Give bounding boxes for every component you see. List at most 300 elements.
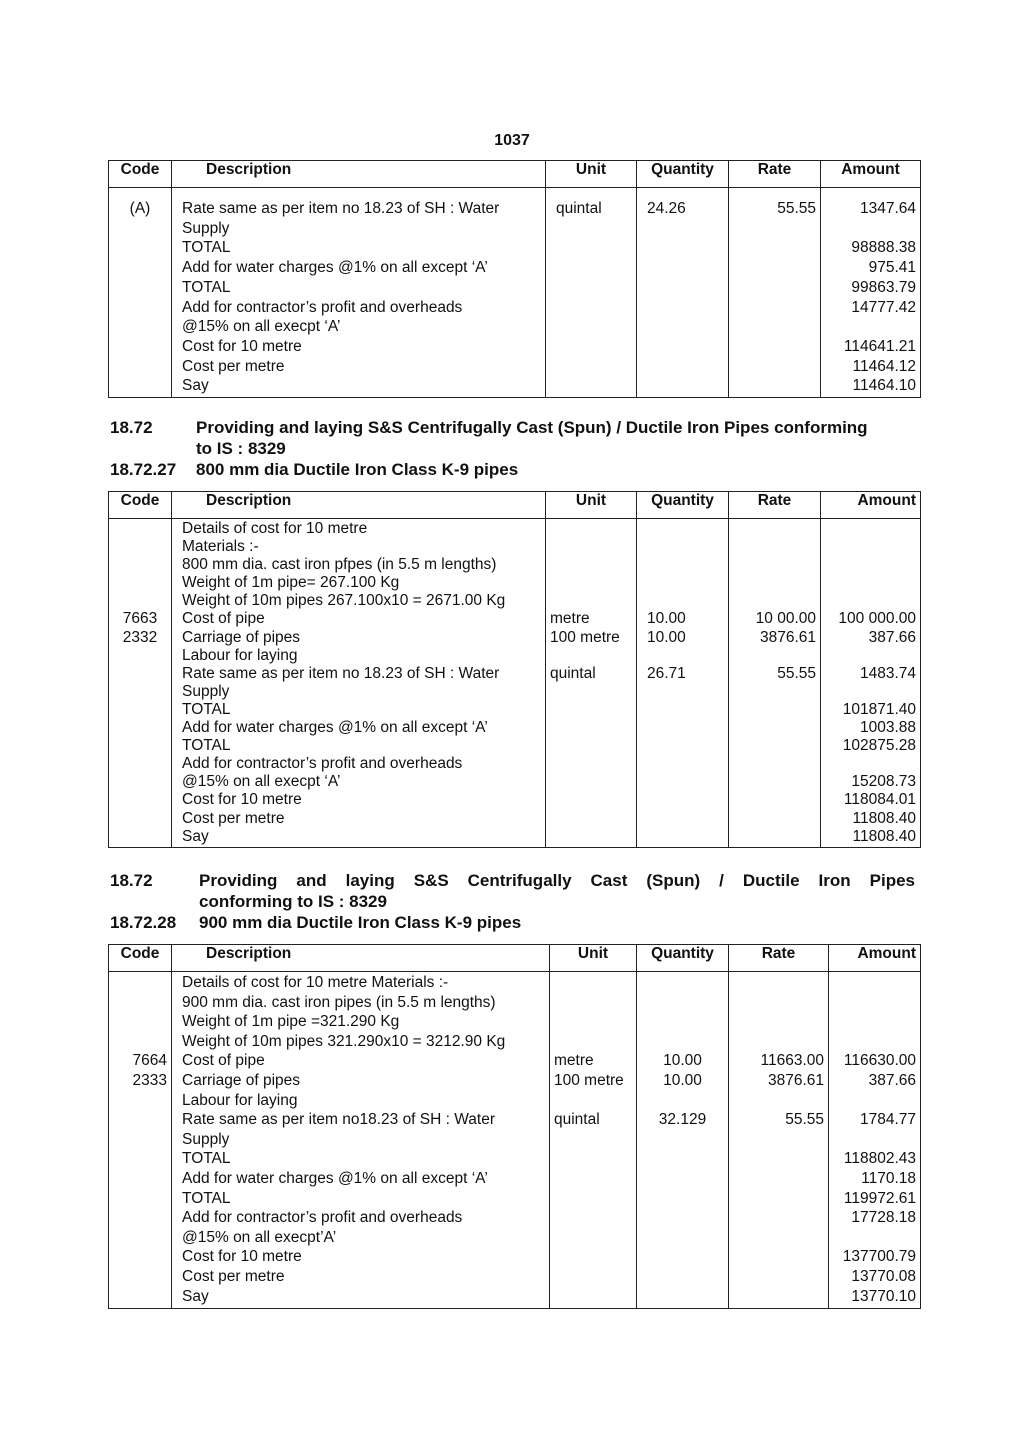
description-cell: TOTAL [172,278,546,298]
quantity-cell [637,592,729,610]
quantity-cell [637,298,729,318]
header-unit: Unit [546,161,637,188]
rate-table-2 [108,491,921,848]
header-quantity: Quantity [637,161,729,188]
rate-cell [729,278,821,298]
table-header-row [109,161,921,188]
amount-cell: 101871.40 [821,701,921,719]
description-cell: Supply [172,1130,550,1150]
code-cell [109,556,172,574]
description-cell: @15% on all execpt ‘A’ [172,773,546,791]
amount-cell: 116630.00 [829,1051,921,1071]
amount-cell: 1170.18 [829,1169,921,1189]
sub-item-title: 800 mm dia Ductile Iron Class K-9 pipes [196,460,519,479]
description-cell: Add for contractor’s profit and overheads [172,755,546,773]
rate-cell [729,683,821,701]
header-amount: Amount [821,492,921,519]
quantity-cell [637,972,729,993]
item-number: 18.72 [110,418,153,437]
table-row [109,337,921,357]
header-quantity: Quantity [637,945,729,972]
unit-cell: 100 metre [546,629,637,647]
table-row [109,1287,921,1309]
amount-cell: 1784.77 [829,1110,921,1130]
amount-cell [829,972,921,993]
code-cell [109,1208,172,1228]
amount-cell: 15208.73 [821,773,921,791]
table-row [109,317,921,337]
code-cell [109,1130,172,1150]
description-cell: Cost for 10 metre [172,1247,550,1267]
code-cell [109,1149,172,1169]
amount-cell [829,1012,921,1032]
unit-cell [546,791,637,809]
rate-cell [729,1287,829,1309]
description-cell: TOTAL [172,737,546,755]
description-cell: Supply [172,683,546,701]
amount-cell: 17728.18 [829,1208,921,1228]
code-cell [109,1032,172,1052]
unit-cell [546,701,637,719]
unit-cell [550,1267,637,1287]
amount-cell [829,1091,921,1111]
unit-cell [550,1169,637,1189]
table-row [109,1032,921,1052]
unit-cell [546,828,637,848]
table-row [109,665,921,683]
quantity-cell [637,1091,729,1111]
description-cell: Labour for laying [172,1091,550,1111]
description-cell: Say [172,1287,550,1309]
section-heading-18-72-27 [110,417,915,480]
header-quantity: Quantity [637,492,729,519]
amount-cell [829,1130,921,1150]
amount-cell: 98888.38 [821,238,921,258]
quantity-cell [637,701,729,719]
quantity-cell [637,1149,729,1169]
amount-cell [821,592,921,610]
table-row [109,1169,921,1189]
rate-cell [729,647,821,665]
rate-table-3 [108,944,921,1309]
header-amount: Amount [829,945,921,972]
table-row [109,298,921,318]
unit-cell: quintal [550,1110,637,1130]
rate-cell [729,337,821,357]
unit-cell [550,1032,637,1052]
quantity-cell [637,1012,729,1032]
rate-cell [729,1169,829,1189]
quantity-cell [637,574,729,592]
sub-item-number: 18.72.27 [110,460,177,479]
description-cell: Rate same as per item no 18.23 of SH : Water [172,188,546,219]
code-cell [109,1169,172,1189]
unit-cell [546,238,637,258]
header-description: Description [172,161,546,188]
item-title-line-2: to IS : 8329 [196,439,286,458]
table-row [109,574,921,592]
description-cell: Cost per metre [172,810,546,828]
quantity-cell [637,791,729,809]
unit-cell [550,1228,637,1248]
unit-cell [546,376,637,397]
amount-cell [821,519,921,539]
table-row [109,629,921,647]
unit-cell [546,219,637,239]
quantity-cell [637,357,729,377]
description-cell: Supply [172,219,546,239]
code-cell [109,317,172,337]
unit-cell [546,519,637,539]
code-cell [109,1012,172,1032]
amount-cell [821,683,921,701]
quantity-cell [637,719,729,737]
quantity-cell [637,683,729,701]
code-cell [109,298,172,318]
amount-cell: 1347.64 [821,188,921,219]
table-row [109,1208,921,1228]
description-cell: Rate same as per item no18.23 of SH : Water [172,1110,550,1130]
amount-cell: 99863.79 [821,278,921,298]
code-cell [109,665,172,683]
amount-cell [821,219,921,239]
quantity-cell [637,317,729,337]
description-cell: TOTAL [172,1149,550,1169]
description-cell: Cost of pipe [172,610,546,628]
table-row [109,1189,921,1209]
rate-cell [729,556,821,574]
rate-cell [729,993,829,1013]
code-cell [109,791,172,809]
code-cell [109,773,172,791]
unit-cell: quintal [546,188,637,219]
header-amount: Amount [821,161,921,188]
unit-cell [546,683,637,701]
code-cell [109,219,172,239]
quantity-cell [637,647,729,665]
code-cell [109,574,172,592]
unit-cell: metre [546,610,637,628]
unit-cell [546,337,637,357]
quantity-cell [637,1287,729,1309]
amount-cell: 11464.12 [821,357,921,377]
unit-cell [550,1012,637,1032]
description-cell: Weight of 1m pipe =321.290 Kg [172,1012,550,1032]
quantity-cell [637,1208,729,1228]
item-number: 18.72 [110,871,153,890]
rate-cell [729,592,821,610]
table-row [109,810,921,828]
unit-cell [546,592,637,610]
description-cell: @15% on all execpt’A’ [172,1228,550,1248]
table-row [109,1149,921,1169]
description-cell: Rate same as per item no 18.23 of SH : Water [172,665,546,683]
unit-cell [550,972,637,993]
code-cell [109,1091,172,1111]
quantity-cell: 10.00 [637,629,729,647]
quantity-cell [637,519,729,539]
unit-cell [550,1149,637,1169]
amount-cell: 975.41 [821,258,921,278]
header-rate: Rate [729,945,829,972]
rate-cell [729,357,821,377]
code-cell [109,357,172,377]
table-row [109,357,921,377]
description-cell: Labour for laying [172,647,546,665]
code-cell [109,993,172,1013]
table-row [109,1247,921,1267]
description-cell: 800 mm dia. cast iron pfpes (in 5.5 m lengths) [172,556,546,574]
rate-cell [729,376,821,397]
table-row [109,188,921,219]
rate-cell [729,737,821,755]
amount-cell: 137700.79 [829,1247,921,1267]
table-row [109,791,921,809]
description-cell: TOTAL [172,238,546,258]
description-cell: Carriage of pipes [172,1071,550,1091]
description-cell: Cost per metre [172,357,546,377]
rate-cell [729,1091,829,1111]
code-cell [109,1110,172,1130]
rate-cell [729,1130,829,1150]
header-description: Description [172,945,550,972]
description-cell: TOTAL [172,1189,550,1209]
unit-cell [546,258,637,278]
quantity-cell [637,1228,729,1248]
rate-cell: 55.55 [729,188,821,219]
header-unit: Unit [550,945,637,972]
description-cell: Cost for 10 metre [172,337,546,357]
table-row [109,683,921,701]
unit-cell [546,298,637,318]
table-row [109,610,921,628]
rate-cell [729,1149,829,1169]
quantity-cell: 32.129 [637,1110,729,1130]
table-row [109,1130,921,1150]
code-cell [109,755,172,773]
unit-cell [550,1287,637,1309]
table-row [109,219,921,239]
quantity-cell [637,773,729,791]
code-cell [109,592,172,610]
description-cell: Add for water charges @1% on all except ‘A’ [172,258,546,278]
table-row [109,1228,921,1248]
unit-cell: 100 metre [550,1071,637,1091]
unit-cell [546,574,637,592]
header-unit: Unit [546,492,637,519]
quantity-cell: 26.71 [637,665,729,683]
description-cell: @15% on all execpt ‘A’ [172,317,546,337]
unit-cell [546,556,637,574]
page-number: 1037 [494,132,530,149]
quantity-cell [637,376,729,397]
description-cell: Add for contractor’s profit and overheads [172,1208,550,1228]
rate-cell [729,1267,829,1287]
quantity-cell [637,737,729,755]
rate-cell [729,1247,829,1267]
table-row [109,755,921,773]
amount-cell [829,1228,921,1248]
quantity-cell [637,1169,729,1189]
rate-cell [729,298,821,318]
amount-cell: 11808.40 [821,810,921,828]
code-cell: 7663 [109,610,172,628]
code-cell [109,376,172,397]
description-cell: Say [172,376,546,397]
amount-cell [821,317,921,337]
table-header-row [109,492,921,519]
rate-cell [729,1012,829,1032]
amount-cell [821,647,921,665]
item-title-line-1: Providing and laying S&S Centrifugally Cast (Spun) / Ductile Iron Pipes [199,871,915,890]
description-cell: Weight of 10m pipes 267.100x10 = 2671.00 Kg [172,592,546,610]
code-cell: 7664 [109,1051,172,1071]
rate-cell [729,773,821,791]
rate-cell: 55.55 [729,665,821,683]
table-row [109,701,921,719]
item-title-line-1: Providing and laying S&S Centrifugally Cast (Spun) / Ductile Iron Pipes conforming [196,418,868,437]
rate-cell: 10 00.00 [729,610,821,628]
table-row [109,773,921,791]
table-row [109,1012,921,1032]
amount-cell: 118802.43 [829,1149,921,1169]
header-rate: Rate [729,492,821,519]
unit-cell [546,357,637,377]
quantity-cell [637,337,729,357]
code-cell: 2333 [109,1071,172,1091]
unit-cell [546,317,637,337]
unit-cell [546,538,637,556]
quantity-cell [637,1247,729,1267]
sub-item-number: 18.72.28 [110,913,177,932]
description-cell: Carriage of pipes [172,629,546,647]
rate-cell: 55.55 [729,1110,829,1130]
table-row [109,993,921,1013]
rate-cell [729,810,821,828]
rate-cell [729,1228,829,1248]
unit-cell [550,1130,637,1150]
quantity-cell [637,1189,729,1209]
code-cell [109,538,172,556]
quantity-cell: 24.26 [637,188,729,219]
table-row [109,538,921,556]
quantity-cell [637,1130,729,1150]
unit-cell [550,1091,637,1111]
amount-cell: 11808.40 [821,828,921,848]
amount-cell: 14777.42 [821,298,921,318]
rate-cell [729,791,821,809]
table-row [109,1267,921,1287]
amount-cell: 13770.08 [829,1267,921,1287]
code-cell [109,828,172,848]
table-header-row [109,945,921,972]
table-row [109,828,921,848]
amount-cell: 1483.74 [821,665,921,683]
rate-cell [729,519,821,539]
quantity-cell [637,538,729,556]
unit-cell [546,810,637,828]
code-cell [109,810,172,828]
amount-cell: 118084.01 [821,791,921,809]
code-cell [109,519,172,539]
unit-cell [546,278,637,298]
code-cell [109,258,172,278]
unit-cell [550,1247,637,1267]
table-row [109,278,921,298]
code-cell [109,1247,172,1267]
table-row [109,258,921,278]
unit-cell: quintal [546,665,637,683]
quantity-cell [637,258,729,278]
description-cell: Weight of 10m pipes 321.290x10 = 3212.90 Kg [172,1032,550,1052]
rate-cell [729,1208,829,1228]
rate-cell [729,258,821,278]
table-row [109,972,921,993]
item-title-line-2: conforming to IS : 8329 [199,892,387,911]
description-cell: Cost for 10 metre [172,791,546,809]
rate-cell [729,828,821,848]
amount-cell: 13770.10 [829,1287,921,1309]
unit-cell [546,647,637,665]
rate-cell [729,1032,829,1052]
unit-cell [546,773,637,791]
quantity-cell [637,993,729,1013]
description-cell: Add for water charges @1% on all except ‘A’ [172,1169,550,1189]
rate-table-1 [108,160,921,398]
code-cell: (A) [109,188,172,219]
rate-cell: 3876.61 [729,1071,829,1091]
code-cell [109,1228,172,1248]
amount-cell: 102875.28 [821,737,921,755]
section-heading-18-72-28 [110,870,915,933]
rate-cell [729,219,821,239]
rate-cell [729,574,821,592]
sub-item-title: 900 mm dia Ductile Iron Class K-9 pipes [199,913,522,932]
unit-cell [546,737,637,755]
header-description: Description [172,492,546,519]
amount-cell: 1003.88 [821,719,921,737]
description-cell: 900 mm dia. cast iron pipes (in 5.5 m lengths) [172,993,550,1013]
quantity-cell: 10.00 [637,1071,729,1091]
code-cell: 2332 [109,629,172,647]
code-cell [109,683,172,701]
header-rate: Rate [729,161,821,188]
amount-cell [821,538,921,556]
description-cell: Cost per metre [172,1267,550,1287]
description-cell: Weight of 1m pipe= 267.100 Kg [172,574,546,592]
description-cell: Details of cost for 10 metre [172,519,546,539]
table-row [109,238,921,258]
description-cell: Materials :- [172,538,546,556]
quantity-cell [637,1032,729,1052]
amount-cell: 119972.61 [829,1189,921,1209]
amount-cell: 100 000.00 [821,610,921,628]
table-row [109,1071,921,1091]
description-cell: Details of cost for 10 metre Materials :- [172,972,550,993]
quantity-cell: 10.00 [637,1051,729,1071]
unit-cell [550,993,637,1013]
table-row [109,556,921,574]
amount-cell [829,1032,921,1052]
quantity-cell [637,755,729,773]
quantity-cell [637,278,729,298]
description-cell: Add for contractor’s profit and overheads [172,298,546,318]
quantity-cell: 10.00 [637,610,729,628]
quantity-cell [637,556,729,574]
rate-cell [729,755,821,773]
table-row [109,592,921,610]
amount-cell [821,556,921,574]
